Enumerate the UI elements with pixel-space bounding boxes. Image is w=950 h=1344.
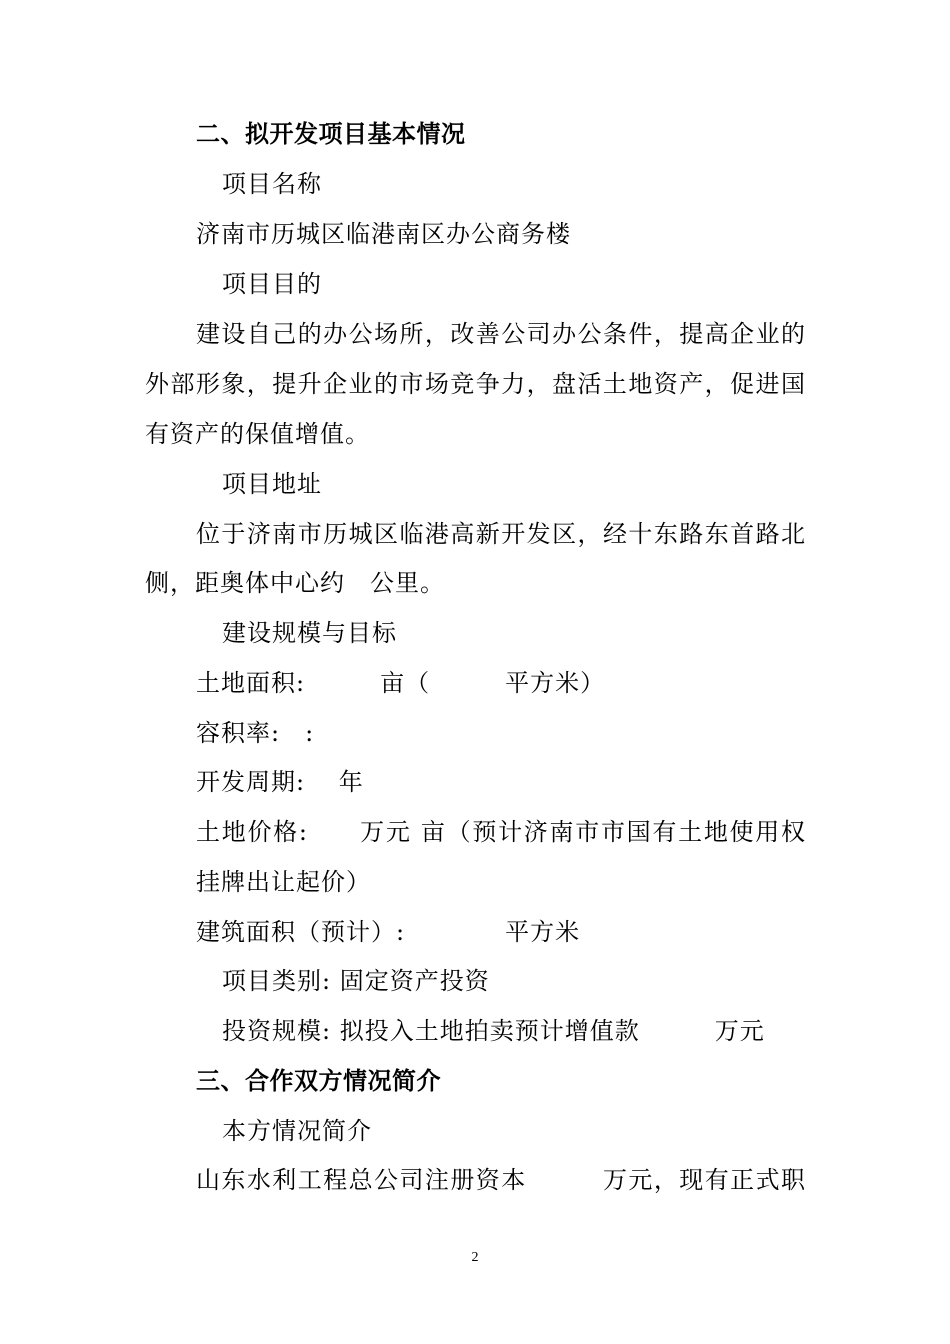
project-purpose-line-1: 建设自己的办公场所，改善公司办公条件，提高企业的	[196, 320, 806, 348]
building-area: 建筑面积（预计）: 平方米	[196, 918, 581, 946]
project-address-label: 项目地址	[222, 470, 322, 498]
land-price-line-1: 土地价格: 万元 亩（预计济南市市国有土地使用权	[196, 818, 806, 846]
plot-ratio: 容积率: :	[196, 719, 315, 747]
section-2-heading: 二、拟开发项目基本情况	[196, 119, 466, 148]
page-number: 2	[471, 1250, 479, 1265]
project-purpose-label: 项目目的	[222, 270, 322, 298]
own-party-line: 山东水利工程总公司注册资本 万元，现有正式职	[196, 1166, 806, 1194]
project-purpose-line-3: 有资产的保值增值。	[145, 420, 370, 448]
land-price-line-2: 挂牌出让起价）	[196, 868, 371, 896]
project-address-line-1: 位于济南市历城区临港高新开发区，经十东路东首路北	[196, 520, 806, 548]
project-category: 项目类别: 固定资产投资	[222, 967, 490, 995]
land-area: 土地面积: 亩（ 平方米）	[196, 669, 606, 697]
own-party-label: 本方情况简介	[222, 1117, 372, 1145]
project-name-label: 项目名称	[222, 170, 322, 198]
project-name-value: 济南市历城区临港南区办公商务楼	[196, 220, 571, 248]
project-address-line-2: 侧，距奥体中心约 公里。	[145, 569, 445, 597]
investment-scale: 投资规模: 拟投入土地拍卖预计增值款 万元	[222, 1017, 765, 1045]
section-3-heading: 三、合作双方情况简介	[196, 1066, 441, 1095]
project-purpose-line-2: 外部形象，提升企业的市场竞争力，盘活土地资产，促进国	[145, 370, 806, 398]
development-period: 开发周期: 年	[196, 768, 364, 796]
construction-scale-label: 建设规模与目标	[222, 619, 397, 647]
